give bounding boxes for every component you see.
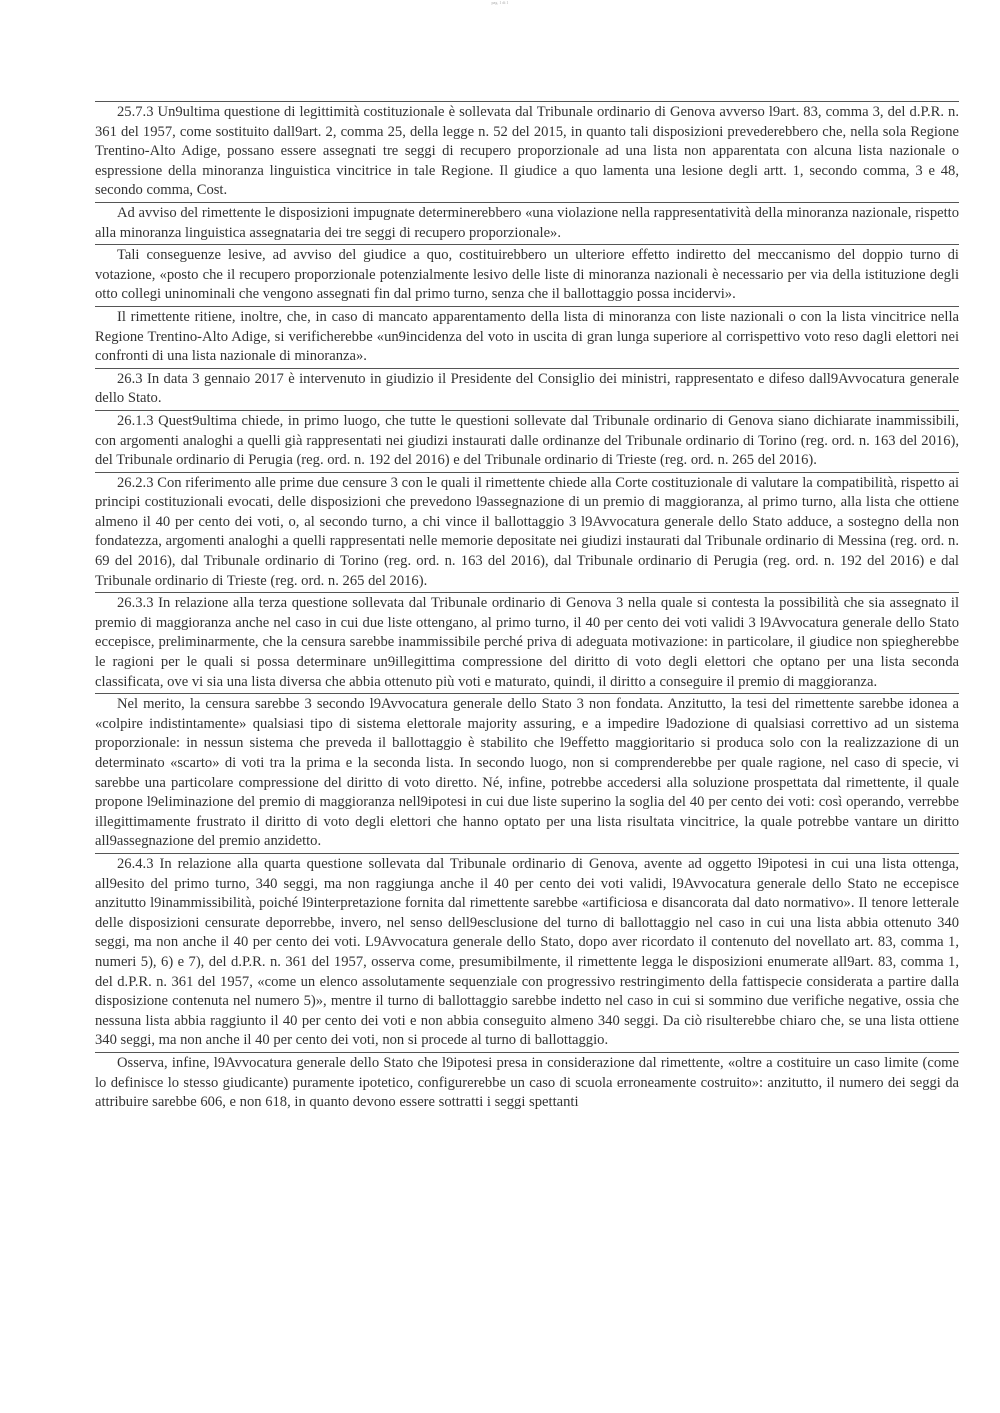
paragraph-26-1-3: 26.1.3 Quest9ultima chiede, in primo luogo, che tutte le questioni sollevate dal Tribunale ordinario di Genova siano dichiarate inammissibili, con argomenti analoghi a quelli già rappresentati nei giudizi instaurati dalle ordinanze del Tribunale ordinario di Torino (reg. ord. n. 163 del 2016), del Tribunale ordinario di Perugia (reg. ord. n. 192 del 2016) e del Tribunale ordinario di Trieste (reg. ord. n. 265 del 2016). bbox=[95, 410, 959, 472]
document-body bbox=[95, 101, 959, 1114]
paragraph-nel-merito: Nel merito, la censura sarebbe 3 secondo l9Avvocatura generale dello Stato 3 non fondata. Anzitutto, la tesi del rimettente sarebbe idonea a «colpire indistintamente» qualsiasi tipo di sistema elettorale majority assuring, e a impedire l9adozione di qualsiasi correttivo ad un sistema proporzionale: in nessun sistema che preveda il ballottaggio è stabilito che l9effetto maggioritario si produca solo con la realizzazione di un determinato «scarto» di voti tra la prima e la seconda lista. In secondo luogo, non si comprenderebbe per quale ragione, nel caso di specie, vi sarebbe una particolare compressione del diritto di voto diretto. Né, infine, potrebbe accedersi alla soluzione prospettata dal rimettente, il quale propone l9eliminazione del premio di maggioranza nell9ipotesi in cui due liste superino la soglia del 40 per cento dei voti: così operando, verrebbe illegittimamente frustrato il diritto di voto degli elettori che hanno optato per una lista risultata vincitrice, la quale potrebbe vantare un diritto all9assegnazione del premio anzidetto. bbox=[95, 693, 959, 853]
paragraph-conseguenze-lesive: Tali conseguenze lesive, ad avviso del giudice a quo, costituirebbero un ulteriore effetto indiretto del meccanismo del doppio turno di votazione, «posto che il recupero proporzionale potenzialmente lesivo delle liste di minoranza nazionali è necessario per via della istituzione degli otto collegi uninominali che vengono assegnati fin dal primo turno, senza che il ballottaggio possa incidervi». bbox=[95, 244, 959, 306]
paragraph-osserva-infine: Osserva, infine, l9Avvocatura generale dello Stato che l9ipotesi presa in considerazione dal rimettente, «oltre a costituire un caso limite (come lo definisce lo stesso giudicante) puramente ipotetico, configurerebbe un caso di scuola erroneamente costruito»: anzitutto, il numero dei seggi da attribuire sarebbe 606, e non 618, in quanto devono essere sottratti i seggi spettanti bbox=[95, 1052, 959, 1114]
paragraph-26-3-3: 26.3.3 In relazione alla terza questione sollevata dal Tribunale ordinario di Genova 3 nella quale si contesta la possibilità che sia assegnato il premio di maggioranza anche nel caso in cui due liste ottengano, al primo turno, il 40 per cento dei voti validi 3 l9Avvocatura generale dello Stato eccepisce, preliminarmente, che la censura sarebbe inammissibile perché priva di adeguata motivazione: in particolare, il giudice non spiegherebbe le ragioni per le quali si possa determinare un9illegittima compressione del diritto di voto degli elettori che optano per una lista seconda classificata, ove vi sia una lista diversa che abbia ottenuto più voti e maturato, quindi, il diritto a conseguire il premio di maggioranza. bbox=[95, 592, 959, 693]
paragraph-25-7-3: 25.7.3 Un9ultima questione di legittimità costituzionale è sollevata dal Tribunale ordinario di Genova avverso l9art. 83, comma 3, del d.P.R. n. 361 del 1957, come sostituito dall9art. 2, comma 25, della legge n. 52 del 2015, in quanto tali disposizioni prevederebbero che, nella sola Regione Trentino-Alto Adige, possano essere assegnati tre seggi di recupero proporzionale ad una lista non apparentata con alcuna lista nazionale o espressione della minoranza linguistica vincitrice in tale Regione. Il giudice a quo lamenta una lesione degli artt. 1, secondo comma, 3 e 48, secondo comma, Cost. bbox=[95, 101, 959, 202]
page-header-mark: pag. 1 di 1 bbox=[491, 0, 509, 5]
paragraph-rimettente-avviso: Ad avviso del rimettente le disposizioni impugnate determinerebbero «una violazione nella rappresentatività della minoranza nazionale, rispetto alla minoranza linguistica assegnataria dei tre seggi di recupero proporzionale». bbox=[95, 202, 959, 244]
paragraph-26-3: 26.3 In data 3 gennaio 2017 è intervenuto in giudizio il Presidente del Consiglio dei ministri, rappresentato e difeso dall9Avvocatura generale dello Stato. bbox=[95, 368, 959, 410]
paragraph-mancato-apparentamento: Il rimettente ritiene, inoltre, che, in caso di mancato apparentamento della lista di minoranza con liste nazionali o con la lista vincitrice nella Regione Trentino-Alto Adige, si verificherebbe «un9incidenza del voto in uscita di gran lunga superiore al corrispettivo voto reso dagli elettori nei confronti di una lista nazionale di minoranza». bbox=[95, 306, 959, 368]
paragraph-26-4-3: 26.4.3 In relazione alla quarta questione sollevata dal Tribunale ordinario di Genova, avente ad oggetto l9ipotesi in cui una lista ottenga, all9esito del primo turno, 340 seggi, ma non raggiunga anche il 40 per cento dei voti validi, l9Avvocatura generale dello Stato ne eccepisce anzitutto l9inammissibilità, poiché l9interpretazione fornita dal rimettente sarebbe «artificiosa e disancorata dal dato normativo». Il tenore letterale delle disposizioni censurate deporrebbe, invero, nel senso dell9esclusione del turno di ballottaggio nel caso in cui una lista abbia ottenuto 340 seggi, ma non anche il 40 per cento dei voti. L9Avvocatura generale dello Stato, dopo aver ricordato il contenuto del novellato art. 83, comma 1, numeri 5), 6) e 7), del d.P.R. n. 361 del 1957, osserva come, presumibilmente, il rimettente legga le disposizioni enumerate all9art. 83, comma 1, del d.P.R. n. 361 del 1957, «come un elenco assolutamente sequenziale con progressivo restringimento della fattispecie considerata a partire dalla disposizione contenuta nel numero 5)», mentre il turno di ballottaggio sarebbe indetto nel caso in cui si sommino due verifiche negative, ossia che nessuna lista abbia raggiunto il 40 per cento dei voti e non abbia conseguito almeno 340 seggi. Da ciò risulterebbe chiaro che, se una lista ottiene 340 seggi, ma non anche il 40 per cento dei voti, non si procede al turno di ballottaggio. bbox=[95, 853, 959, 1052]
paragraph-26-2-3: 26.2.3 Con riferimento alle prime due censure 3 con le quali il rimettente chiede alla Corte costituzionale di valutare la compatibilità, rispetto ai principi costituzionali evocati, delle disposizioni che prevedono l9assegnazione di un premio di maggioranza, al primo turno, alla lista che ottiene almeno il 40 per cento dei voti, o, al secondo turno, a chi vince il ballottaggio 3 l9Avvocatura generale dello Stato adduce, a sostegno della non fondatezza, argomenti analoghi a quelli rappresentati nelle memorie depositate nei giudizi instaurati dal Tribunale ordinario di Messina (reg. ord. n. 69 del 2016), dal Tribunale ordinario di Torino (reg. ord. n. 163 del 2016), dal Tribunale ordinario di Perugia (reg. ord. n. 192 del 2016) e dal Tribunale ordinario di Trieste (reg. ord. n. 265 del 2016). bbox=[95, 472, 959, 593]
